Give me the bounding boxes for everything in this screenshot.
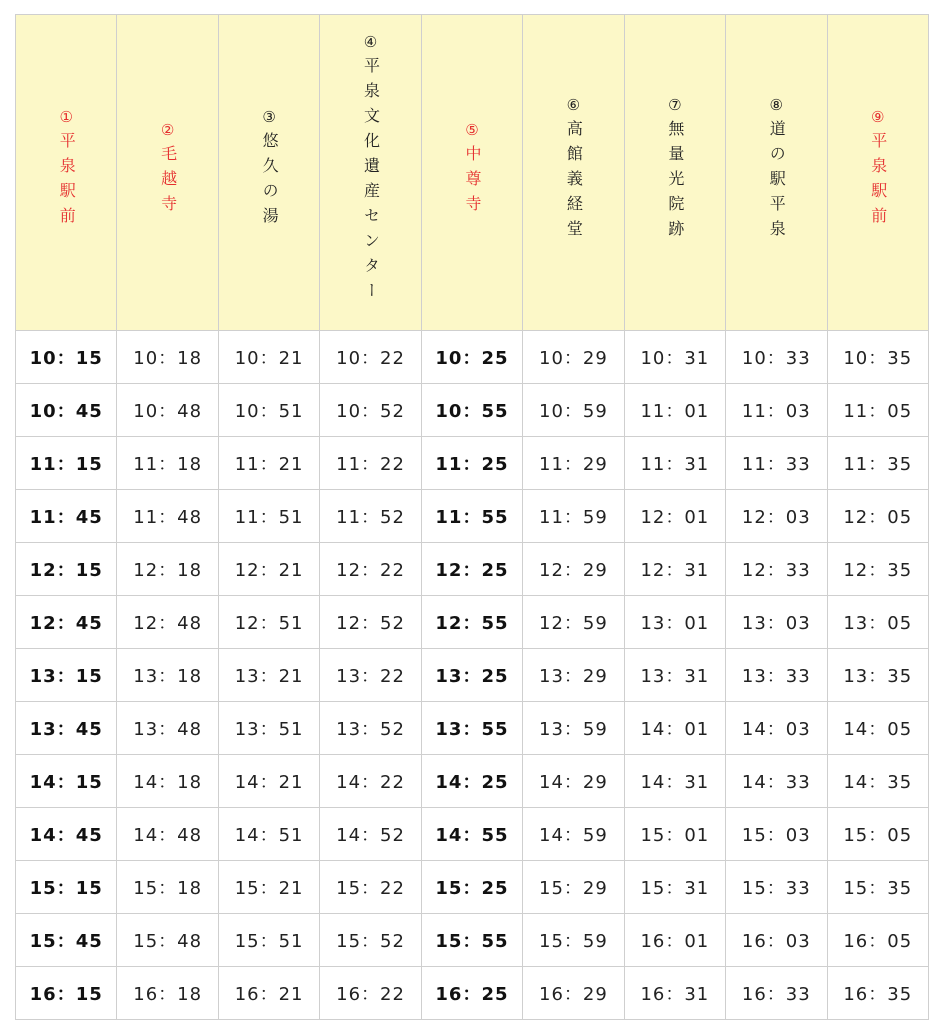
stop-time: 14：18 [117, 755, 218, 808]
stop-time: 14：29 [523, 755, 624, 808]
arrival-time: 14：05 [827, 702, 929, 755]
departure-time: 15：15 [16, 861, 117, 914]
arrival-time: 11：35 [827, 437, 929, 490]
stop-time: 14：01 [624, 702, 725, 755]
stop-time: 15：31 [624, 861, 725, 914]
stop-time: 11：51 [218, 490, 319, 543]
station-header-4 [320, 15, 421, 331]
departure-time: 10：45 [16, 384, 117, 437]
table-row [16, 861, 929, 914]
chusonji-time: 12：55 [421, 596, 522, 649]
stop-time: 10：48 [117, 384, 218, 437]
table-row [16, 596, 929, 649]
chusonji-time: 10：25 [421, 331, 522, 384]
stop-time: 14：21 [218, 755, 319, 808]
arrival-time: 12：05 [827, 490, 929, 543]
stop-time: 15：21 [218, 861, 319, 914]
chusonji-time: 11：55 [421, 490, 522, 543]
stop-time: 11：21 [218, 437, 319, 490]
stop-time: 12：48 [117, 596, 218, 649]
stop-time: 12：51 [218, 596, 319, 649]
arrival-time: 14：35 [827, 755, 929, 808]
stop-time: 10：31 [624, 331, 725, 384]
station-name: 高館義経堂 [564, 119, 584, 245]
stop-time: 16：31 [624, 967, 725, 1020]
stop-time: 14：33 [726, 755, 827, 808]
chusonji-time: 16：25 [421, 967, 522, 1020]
stop-time: 16：21 [218, 967, 319, 1020]
station-header-2 [117, 15, 218, 331]
arrival-time: 16：05 [827, 914, 929, 967]
stop-time: 11：22 [320, 437, 421, 490]
table-row [16, 702, 929, 755]
table-row [16, 755, 929, 808]
stop-time: 13：21 [218, 649, 319, 702]
station-number: ⑥ [566, 95, 581, 114]
arrival-time: 13：05 [827, 596, 929, 649]
arrival-time: 12：35 [827, 543, 929, 596]
stop-time: 11：29 [523, 437, 624, 490]
stop-time: 10：59 [523, 384, 624, 437]
stop-time: 12：22 [320, 543, 421, 596]
station-name: 道の駅平泉 [767, 119, 787, 245]
stop-time: 11：03 [726, 384, 827, 437]
stop-time: 14：31 [624, 755, 725, 808]
stop-time: 14：03 [726, 702, 827, 755]
stop-time: 12：31 [624, 543, 725, 596]
arrival-time: 16：35 [827, 967, 929, 1020]
stop-time: 12：59 [523, 596, 624, 649]
timetable-body [16, 331, 929, 1020]
stop-time: 13：22 [320, 649, 421, 702]
stop-time: 16：03 [726, 914, 827, 967]
stop-time: 14：59 [523, 808, 624, 861]
chusonji-time: 10：55 [421, 384, 522, 437]
stop-time: 15：33 [726, 861, 827, 914]
stop-time: 12：18 [117, 543, 218, 596]
chusonji-time: 14：55 [421, 808, 522, 861]
stop-time: 16：29 [523, 967, 624, 1020]
departure-time: 13：15 [16, 649, 117, 702]
departure-time: 15：45 [16, 914, 117, 967]
chusonji-time: 12：25 [421, 543, 522, 596]
table-row [16, 490, 929, 543]
stop-time: 15：01 [624, 808, 725, 861]
departure-time: 14：45 [16, 808, 117, 861]
station-number: ④ [363, 33, 378, 51]
stop-time: 10：51 [218, 384, 319, 437]
stop-time: 15：51 [218, 914, 319, 967]
station-name: 平泉文化遺産センター [361, 57, 381, 307]
stop-time: 10：22 [320, 331, 421, 384]
stop-time: 15：48 [117, 914, 218, 967]
stop-time: 11：01 [624, 384, 725, 437]
station-name: 無量光院跡 [665, 119, 685, 245]
stop-time: 13：29 [523, 649, 624, 702]
stop-time: 14：22 [320, 755, 421, 808]
table-row [16, 543, 929, 596]
station-header-3 [218, 15, 319, 331]
station-name: 平泉駅前 [57, 132, 77, 232]
table-row [16, 649, 929, 702]
chusonji-time: 13：25 [421, 649, 522, 702]
table-row [16, 808, 929, 861]
departure-time: 12：15 [16, 543, 117, 596]
chusonji-time: 15：25 [421, 861, 522, 914]
arrival-time: 15：35 [827, 861, 929, 914]
departure-time: 14：15 [16, 755, 117, 808]
stop-time: 16：33 [726, 967, 827, 1020]
chusonji-time: 11：25 [421, 437, 522, 490]
departure-time: 12：45 [16, 596, 117, 649]
table-row [16, 437, 929, 490]
stop-time: 13：33 [726, 649, 827, 702]
station-header-6 [523, 15, 624, 331]
departure-time: 16：15 [16, 967, 117, 1020]
station-header-7 [624, 15, 725, 331]
station-number: ⑤ [465, 120, 479, 139]
stop-time: 13：03 [726, 596, 827, 649]
departure-time: 10：15 [16, 331, 117, 384]
stop-time: 16：01 [624, 914, 725, 967]
arrival-time: 15：05 [827, 808, 929, 861]
stop-time: 11：48 [117, 490, 218, 543]
stop-time: 16：18 [117, 967, 218, 1020]
table-row [16, 914, 929, 967]
stop-time: 13：18 [117, 649, 218, 702]
stop-time: 12：29 [523, 543, 624, 596]
arrival-time: 10：35 [827, 331, 929, 384]
stop-time: 15：52 [320, 914, 421, 967]
stop-time: 11：31 [624, 437, 725, 490]
header-row [16, 15, 929, 331]
stop-time: 15：22 [320, 861, 421, 914]
stop-time: 12：01 [624, 490, 725, 543]
station-number: ③ [262, 108, 276, 126]
stop-time: 14：48 [117, 808, 218, 861]
table-row [16, 384, 929, 437]
chusonji-time: 15：55 [421, 914, 522, 967]
stop-time: 12：21 [218, 543, 319, 596]
stop-time: 14：52 [320, 808, 421, 861]
stop-time: 13：31 [624, 649, 725, 702]
stop-time: 10：29 [523, 331, 624, 384]
stop-time: 13：59 [523, 702, 624, 755]
departure-time: 11：15 [16, 437, 117, 490]
departure-time: 13：45 [16, 702, 117, 755]
stop-time: 13：01 [624, 596, 725, 649]
stop-time: 13：51 [218, 702, 319, 755]
stop-time: 15：18 [117, 861, 218, 914]
stop-time: 10：18 [117, 331, 218, 384]
station-name: 悠久の湯 [260, 132, 280, 232]
station-number: ② [160, 120, 175, 139]
station-header-1 [16, 15, 117, 331]
table-row [16, 967, 929, 1020]
arrival-time: 13：35 [827, 649, 929, 702]
station-name: 毛越寺 [158, 144, 178, 220]
stop-time: 11：59 [523, 490, 624, 543]
stop-time: 15：29 [523, 861, 624, 914]
stop-time: 12：03 [726, 490, 827, 543]
stop-time: 10：21 [218, 331, 319, 384]
stop-time: 11：18 [117, 437, 218, 490]
stop-time: 10：33 [726, 331, 827, 384]
chusonji-time: 13：55 [421, 702, 522, 755]
stop-time: 12：52 [320, 596, 421, 649]
station-number: ⑧ [769, 95, 783, 114]
departure-time: 11：45 [16, 490, 117, 543]
table-row [16, 331, 929, 384]
station-name: 中尊寺 [462, 144, 482, 220]
station-number: ⑨ [871, 108, 885, 126]
stop-time: 14：51 [218, 808, 319, 861]
stop-time: 10：52 [320, 384, 421, 437]
station-number: ⑦ [668, 95, 682, 114]
stop-time: 15：03 [726, 808, 827, 861]
station-header-9 [827, 15, 929, 331]
stop-time: 11：52 [320, 490, 421, 543]
arrival-time: 11：05 [827, 384, 929, 437]
stop-time: 13：48 [117, 702, 218, 755]
station-name: 平泉駅前 [868, 132, 888, 232]
station-number: ① [59, 108, 73, 126]
stop-time: 16：22 [320, 967, 421, 1020]
stop-time: 11：33 [726, 437, 827, 490]
stop-time: 13：52 [320, 702, 421, 755]
stop-time: 12：33 [726, 543, 827, 596]
station-header-8 [726, 15, 827, 331]
bus-timetable [15, 14, 929, 1020]
station-header-5 [421, 15, 522, 331]
chusonji-time: 14：25 [421, 755, 522, 808]
stop-time: 15：59 [523, 914, 624, 967]
